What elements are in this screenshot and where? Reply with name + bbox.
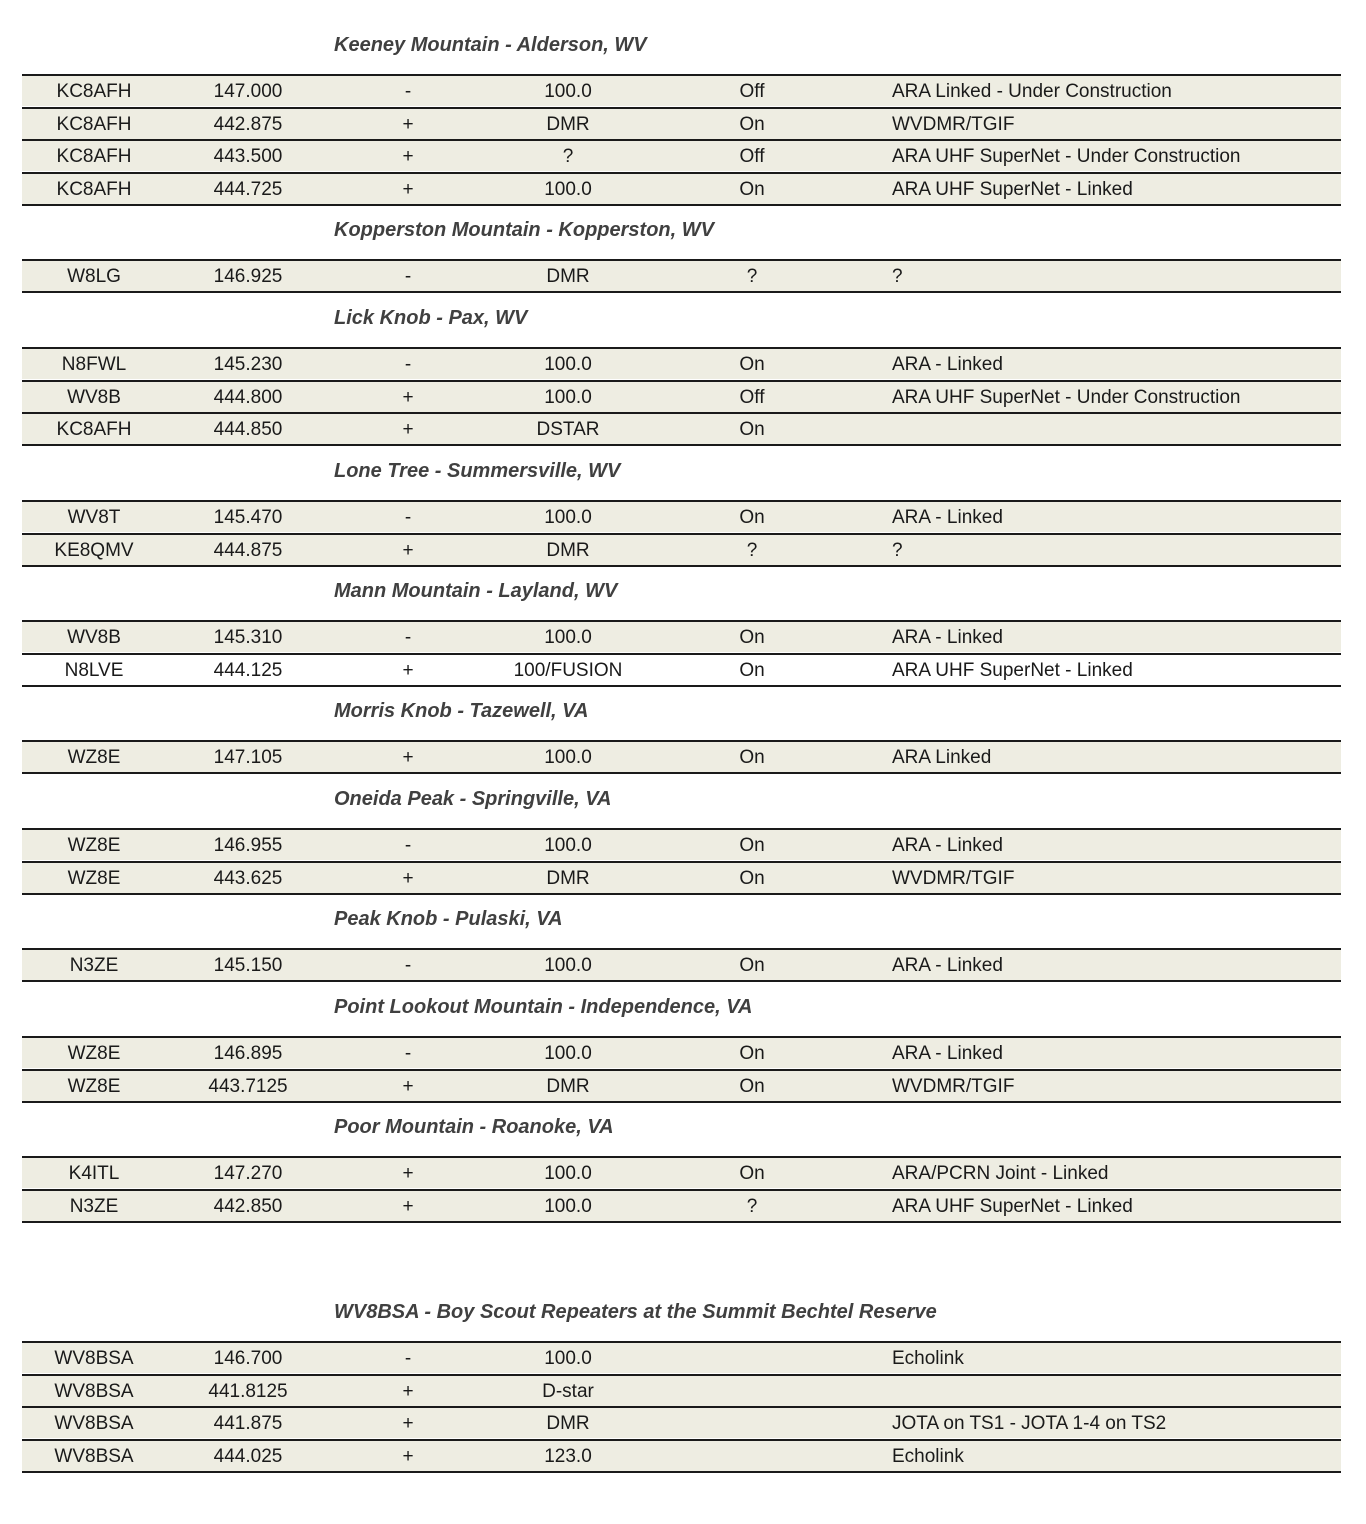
tone-cell: 100.0 (544, 627, 592, 648)
offset-cell: + (402, 146, 414, 167)
frequency-cell: 145.310 (213, 627, 283, 648)
section-heading: Oneida Peak - Springville, VA (334, 788, 612, 810)
frequency-cell: 442.850 (213, 1195, 283, 1217)
offset-cell: + (402, 747, 414, 768)
tone-cell: 100.0 (544, 354, 592, 375)
tone-cell: DMR (546, 1075, 590, 1097)
notes-cell: ARA UHF SuperNet - Linked (892, 1195, 1133, 1217)
frequency-cell: 444.725 (213, 178, 283, 200)
tone-cell: 100/FUSION (513, 659, 623, 681)
section-heading: Kopperston Mountain - Kopperston, WV (334, 219, 714, 241)
status-cell (702, 1343, 802, 1373)
frequency-cell: 441.8125 (208, 1380, 288, 1402)
callsign-cell: WV8B (67, 386, 121, 408)
table-row (22, 861, 1341, 895)
notes-cell: ARA - Linked (892, 1043, 1003, 1064)
notes-cell: WVDMR/TGIF (892, 113, 1015, 135)
offset-cell: + (402, 386, 414, 408)
notes-cell: ? (892, 539, 903, 561)
offset-cell: - (404, 627, 412, 648)
callsign-cell: WV8BSA (54, 1348, 134, 1369)
callsign-cell: N3ZE (69, 1195, 119, 1217)
section-heading: Poor Mountain - Roanoke, VA (334, 1116, 614, 1138)
table-row (22, 653, 1341, 687)
frequency-cell: 444.875 (213, 539, 283, 561)
status-cell: ? (746, 539, 758, 561)
status-cell: On (739, 835, 765, 856)
notes-cell: WVDMR/TGIF (892, 1075, 1015, 1097)
status-cell: On (739, 1163, 765, 1184)
status-cell: On (739, 747, 765, 768)
frequency-cell: 146.700 (213, 1348, 283, 1369)
frequency-cell: 443.500 (213, 146, 283, 167)
offset-cell: - (404, 1348, 412, 1369)
frequency-cell: 147.270 (213, 1163, 283, 1184)
table-row (22, 1439, 1341, 1473)
tone-cell: DMR (546, 539, 590, 561)
tone-cell: 123.0 (544, 1445, 592, 1467)
callsign-cell: WZ8E (67, 1043, 121, 1064)
notes-cell: ARA Linked (892, 747, 992, 768)
offset-cell: + (402, 419, 414, 440)
frequency-cell: 145.150 (213, 955, 283, 976)
offset-cell: + (402, 1163, 414, 1184)
status-cell: On (739, 178, 765, 200)
notes-cell: JOTA on TS1 - JOTA 1-4 on TS2 (892, 1413, 1167, 1434)
section-heading: Point Lookout Mountain - Independence, VA (334, 996, 753, 1018)
frequency-cell: 442.875 (213, 113, 283, 135)
notes-cell: Echolink (892, 1445, 964, 1467)
notes-cell: ARA Linked - Under Construction (892, 81, 1172, 102)
section-heading: Lick Knob - Pax, WV (334, 307, 528, 329)
tone-cell: 100.0 (544, 1163, 592, 1184)
notes-cell: ARA - Linked (892, 507, 1003, 528)
table-row (22, 533, 1341, 567)
frequency-cell: 145.230 (213, 354, 283, 375)
callsign-cell: KE8QMV (54, 539, 134, 561)
offset-cell: + (402, 1445, 414, 1467)
tone-cell: ? (562, 146, 574, 167)
status-cell: Off (739, 146, 765, 167)
callsign-cell: KC8AFH (56, 178, 132, 200)
tone-cell: DMR (546, 266, 590, 287)
section-heading: Mann Mountain - Layland, WV (334, 580, 618, 602)
frequency-cell: 443.625 (213, 867, 283, 889)
table-row (22, 1341, 1341, 1373)
offset-cell: - (404, 266, 412, 287)
frequency-cell: 444.025 (213, 1445, 283, 1467)
callsign-cell: WZ8E (67, 747, 121, 768)
table-row (22, 620, 1341, 652)
notes-cell: ARA - Linked (892, 955, 1003, 976)
offset-cell: + (402, 1075, 414, 1097)
section-heading: Keeney Mountain - Alderson, WV (334, 34, 647, 56)
status-cell (702, 1408, 802, 1438)
offset-cell: - (404, 955, 412, 976)
callsign-cell: WV8T (67, 507, 121, 528)
table-row (22, 1406, 1341, 1438)
status-cell: On (739, 113, 765, 135)
offset-cell: + (402, 1195, 414, 1217)
callsign-cell: WV8BSA (54, 1413, 134, 1434)
table-row (22, 1374, 1341, 1406)
tone-cell: DMR (546, 113, 590, 135)
table-row (22, 1189, 1341, 1223)
callsign-cell: WZ8E (67, 867, 121, 889)
tone-cell: DMR (546, 867, 590, 889)
section-heading: WV8BSA - Boy Scout Repeaters at the Summit Bechtel Reserve (334, 1301, 937, 1323)
notes-cell: ? (892, 266, 903, 287)
callsign-cell: W8LG (67, 266, 121, 287)
section-heading: Morris Knob - Tazewell, VA (334, 700, 589, 722)
tone-cell: D-star (542, 1380, 594, 1402)
offset-cell: + (402, 867, 414, 889)
tone-cell: DMR (546, 1413, 590, 1434)
status-cell (702, 1376, 802, 1406)
callsign-cell: K4ITL (68, 1163, 120, 1184)
status-cell: On (739, 1043, 765, 1064)
section-heading: Peak Knob - Pulaski, VA (334, 908, 563, 930)
callsign-cell: WZ8E (67, 1075, 121, 1097)
notes-cell: ARA/PCRN Joint - Linked (892, 1163, 1109, 1184)
status-cell (702, 1441, 802, 1471)
callsign-cell: KC8AFH (56, 146, 132, 167)
offset-cell: - (404, 1043, 412, 1064)
frequency-cell: 444.125 (213, 659, 283, 681)
table-row (22, 1156, 1341, 1188)
table-row (22, 412, 1341, 446)
frequency-cell: 146.925 (213, 266, 283, 287)
offset-cell: + (402, 659, 414, 681)
status-cell: On (739, 955, 765, 976)
callsign-cell: WV8BSA (54, 1380, 134, 1402)
tone-cell: 100.0 (544, 955, 592, 976)
tone-cell: 100.0 (544, 747, 592, 768)
offset-cell: + (402, 539, 414, 561)
section-heading: Lone Tree - Summersville, WV (334, 460, 621, 482)
frequency-cell: 146.955 (213, 835, 283, 856)
notes-cell: ARA - Linked (892, 627, 1003, 648)
tone-cell: 100.0 (544, 507, 592, 528)
notes-cell: ARA - Linked (892, 835, 1003, 856)
callsign-cell: KC8AFH (56, 81, 132, 102)
callsign-cell: WZ8E (67, 835, 121, 856)
tone-cell: 100.0 (544, 81, 592, 102)
tone-cell: 100.0 (544, 1043, 592, 1064)
notes-cell: ARA UHF SuperNet - Under Construction (892, 386, 1241, 408)
callsign-cell: KC8AFH (56, 113, 132, 135)
tone-cell: 100.0 (544, 1195, 592, 1217)
frequency-cell: 441.875 (213, 1413, 283, 1434)
tone-cell: 100.0 (544, 386, 592, 408)
frequency-cell: 145.470 (213, 507, 283, 528)
status-cell: On (739, 659, 765, 681)
tone-cell: 100.0 (544, 178, 592, 200)
offset-cell: - (404, 835, 412, 856)
table-row (22, 740, 1341, 774)
status-cell: ? (746, 1195, 758, 1217)
table-row (22, 380, 1341, 412)
offset-cell: + (402, 1380, 414, 1402)
frequency-cell: 443.7125 (208, 1075, 288, 1097)
status-cell: On (739, 867, 765, 889)
callsign-cell: N8LVE (64, 659, 124, 681)
offset-cell: - (404, 507, 412, 528)
table-row (22, 1069, 1341, 1103)
tone-cell: 100.0 (544, 1348, 592, 1369)
status-cell: Off (739, 386, 765, 408)
table-row (22, 500, 1341, 532)
frequency-cell: 147.000 (213, 81, 283, 102)
notes-cell: ARA UHF SuperNet - Linked (892, 659, 1133, 681)
table-row (22, 828, 1341, 860)
notes-cell: ARA UHF SuperNet - Under Construction (892, 146, 1241, 167)
tone-cell: 100.0 (544, 835, 592, 856)
offset-cell: - (404, 81, 412, 102)
status-cell: On (739, 507, 765, 528)
table-row (22, 948, 1341, 982)
table-row (22, 172, 1341, 206)
table-row (22, 107, 1341, 139)
status-cell: On (739, 627, 765, 648)
status-cell: On (739, 419, 765, 440)
offset-cell: + (402, 1413, 414, 1434)
tone-cell: DSTAR (536, 419, 600, 440)
frequency-cell: 444.850 (213, 419, 283, 440)
table-row (22, 74, 1341, 106)
notes-cell: ARA - Linked (892, 354, 1003, 375)
status-cell: On (739, 354, 765, 375)
notes-cell: ARA UHF SuperNet - Linked (892, 178, 1133, 200)
callsign-cell: N3ZE (69, 955, 119, 976)
frequency-cell: 147.105 (213, 747, 283, 768)
callsign-cell: WV8BSA (54, 1445, 134, 1467)
table-row (22, 1036, 1341, 1068)
table-row (22, 347, 1341, 379)
callsign-cell: KC8AFH (56, 419, 132, 440)
status-cell: ? (746, 266, 758, 287)
offset-cell: + (402, 113, 414, 135)
callsign-cell: WV8B (67, 627, 121, 648)
notes-cell: WVDMR/TGIF (892, 867, 1015, 889)
notes-cell: Echolink (892, 1348, 964, 1369)
status-cell: Off (739, 81, 765, 102)
callsign-cell: N8FWL (61, 354, 127, 375)
offset-cell: - (404, 354, 412, 375)
offset-cell: + (402, 178, 414, 200)
table-row (22, 139, 1341, 171)
frequency-cell: 146.895 (213, 1043, 283, 1064)
frequency-cell: 444.800 (213, 386, 283, 408)
status-cell: On (739, 1075, 765, 1097)
table-row (22, 259, 1341, 293)
